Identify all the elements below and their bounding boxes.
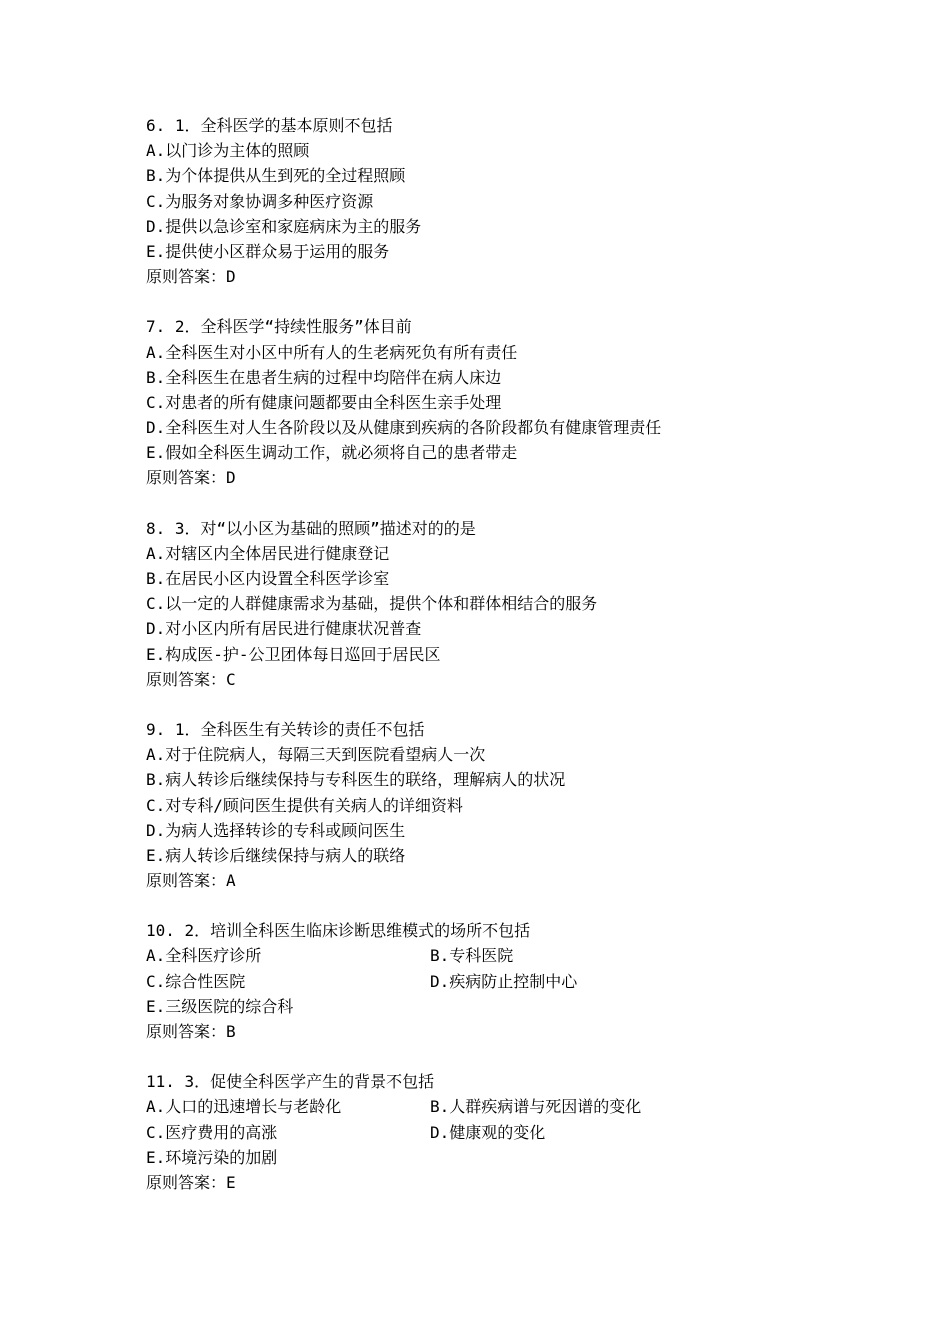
option-a: A.以门诊为主体的照顾 — [146, 141, 310, 161]
option-row — [146, 969, 806, 994]
answer: 原则答案：C — [146, 669, 236, 689]
question-11 — [146, 1069, 806, 1195]
option-c: C.以一定的人群健康需求为基础，提供个体和群体相结合的服务 — [146, 594, 598, 614]
option-d: D.全科医生对人生各阶段以及从健康到疾病的各阶段都负有健康管理责任 — [146, 418, 662, 438]
option-b: B.在居民小区内设置全科医学诊室 — [146, 569, 390, 588]
option-row — [146, 943, 806, 968]
question-10 — [146, 918, 806, 1044]
option-e: E.病人转诊后继续保持与病人的联络 — [146, 845, 406, 865]
question-title: 11. 3．促使全科医学产生的背景不包括 — [146, 1072, 435, 1092]
option-b: B.病人转诊后继续保持与专科医生的联络，理解病人的状况 — [146, 770, 566, 790]
option-a: A.人口的迅速增长与老龄化 — [146, 1097, 342, 1117]
question-9 — [146, 717, 806, 893]
option-c: C.综合性医院 — [146, 971, 246, 991]
option-row — [146, 1120, 806, 1145]
question-title: 10. 2．培训全科医生临床诊断思维模式的场所不包括 — [146, 921, 531, 941]
question-title: 8. 3．对“以小区为基础的照顾”描述对的的是 — [146, 518, 476, 538]
option-b: B.为个体提供从生到死的全过程照顾 — [146, 166, 406, 186]
question-title: 6. 1．全科医学的基本原则不包括 — [146, 116, 393, 135]
question-8 — [146, 516, 806, 692]
option-e: E.提供使小区群众易于运用的服务 — [146, 241, 390, 261]
question-title: 7. 2．全科医学“持续性服务”体目前 — [146, 317, 412, 337]
option-d: D.为病人选择转诊的专科或顾问医生 — [146, 820, 406, 840]
question-6 — [146, 113, 806, 289]
option-a: A.全科医疗诊所 — [146, 946, 262, 966]
option-c: C.对专科/顾问医生提供有关病人的详细资料 — [146, 795, 463, 815]
option-e: E.假如全科医生调动工作，就必须将自己的患者带走 — [146, 443, 518, 463]
option-a: A.对于住院病人，每隔三天到医院看望病人一次 — [146, 745, 486, 765]
option-c: C.为服务对象协调多种医疗资源 — [146, 191, 374, 211]
option-b: B.专科医院 — [430, 946, 514, 966]
option-b: B.人群疾病谱与死因谱的变化 — [430, 1097, 642, 1117]
option-d: D.提供以急诊室和家庭病床为主的服务 — [146, 216, 422, 236]
option-d: D.对小区内所有居民进行健康状况普查 — [146, 619, 422, 639]
option-a: A.全科医生对小区中所有人的生老病死负有所有责任 — [146, 342, 518, 362]
answer: 原则答案：D — [146, 468, 236, 488]
option-e: E.构成医-护-公卫团体每日巡回于居民区 — [146, 644, 441, 664]
option-row — [146, 1094, 806, 1119]
answer: 原则答案：B — [146, 1022, 236, 1041]
option-b: B.全科医生在患者生病的过程中均陪伴在病人床边 — [146, 367, 502, 387]
option-d: D.健康观的变化 — [430, 1122, 546, 1142]
option-c: C.对患者的所有健康问题都要由全科医生亲手处理 — [146, 392, 502, 412]
option-e: E.三级医院的综合科 — [146, 996, 294, 1016]
option-c: C.医疗费用的高涨 — [146, 1122, 278, 1142]
question-7 — [146, 314, 806, 490]
document-page — [146, 113, 806, 1220]
answer: 原则答案：D — [146, 267, 236, 287]
answer: 原则答案：E — [146, 1172, 236, 1192]
answer: 原则答案：A — [146, 871, 236, 891]
option-a: A.对辖区内全体居民进行健康登记 — [146, 543, 390, 563]
option-d: D.疾病防止控制中心 — [430, 971, 578, 991]
option-e: E.环境污染的加剧 — [146, 1147, 278, 1167]
question-title: 9. 1．全科医生有关转诊的责任不包括 — [146, 719, 425, 739]
